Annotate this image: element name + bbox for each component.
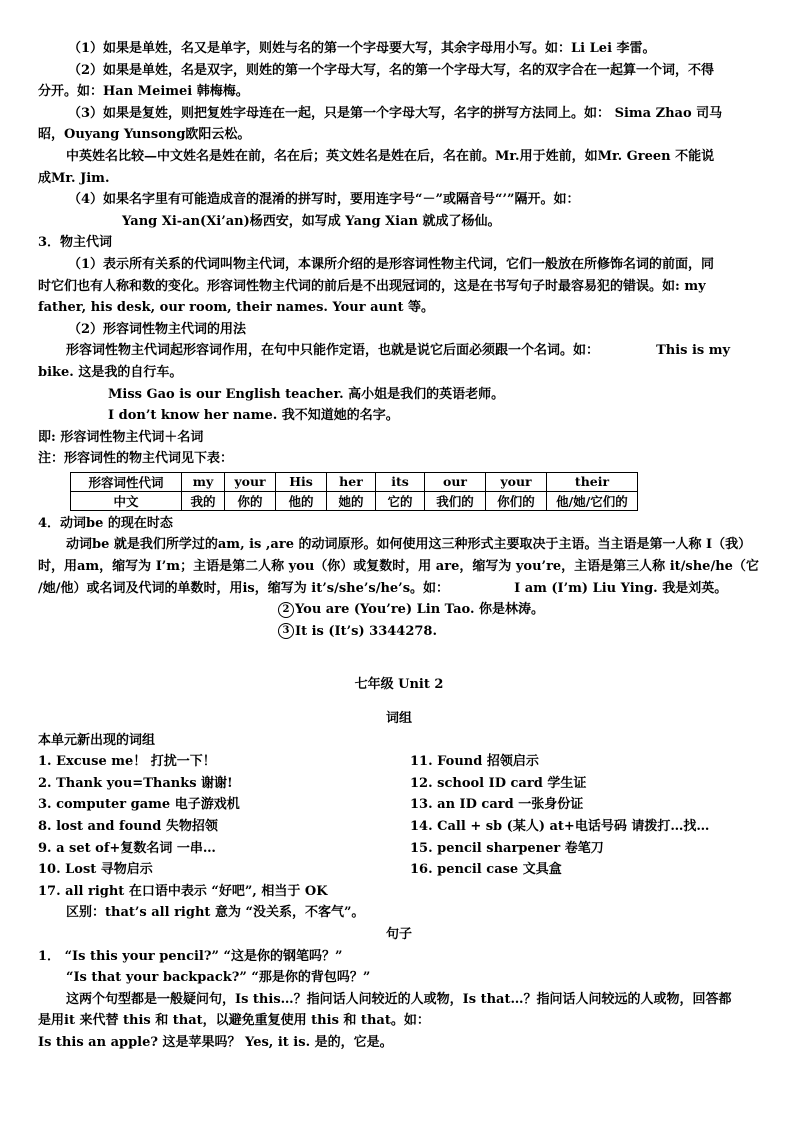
names-rule-4: （4）如果名字里有可能造成音的混淆的拼写时，要用连字号“－”或隔音号“’”隔开。如： xyxy=(68,192,580,208)
table-cell: your xyxy=(486,472,547,491)
sentence-explanation: 这两个句型都是一般疑问句，Is this…？指问话人问较近的人或物，Is that…？指问话人问较远的人或物，回答都 xyxy=(66,991,732,1007)
list-item: 9. a set of+复数名词 一串… xyxy=(38,840,216,856)
table-cell: His xyxy=(276,472,327,491)
table-cell: her xyxy=(327,472,376,491)
pronouns-para-1-cont: 时它们也有人称和数的变化。形容词性物主代词的前后是不出现冠词的，这是在书写句子时最容易犯的错误。如: my xyxy=(38,278,706,294)
table-cell: our xyxy=(425,472,486,491)
names-rule-1: （1）如果是单姓，名又是单字，则姓与名的第一个字母要大写，其余字母用小写。如：Li Lei 李雷。 xyxy=(68,41,656,56)
table-cell: 他的 xyxy=(276,491,327,510)
pronouns-para-1-end: father, his desk, our room, their names. Your aunt 等。 xyxy=(38,300,434,316)
section-heading-sentences: 句子 xyxy=(385,926,412,942)
pronouns-usage-heading: （2）形容词性物主代词的用法 xyxy=(68,321,247,337)
sentence-1b: “Is that your backpack?” “那是你的背包吗？” xyxy=(66,970,371,986)
list-item: 15. pencil sharpener 卷笔刀 xyxy=(410,840,604,856)
section-heading-words: 词组 xyxy=(385,711,412,727)
list-item: 1. Excuse me！ 打扰一下！ xyxy=(38,754,216,770)
table-cell: 他/她/它们的 xyxy=(547,491,638,510)
be-verb-para-2: 时，用am，缩写为 I’m；主语是第二人称 you（你）或复数时，用 are，缩写为 you’re，主语是第三人称 it/she/he（它 xyxy=(38,559,759,575)
pronoun-table xyxy=(70,472,638,511)
list-item: 12. school ID card 学生证 xyxy=(410,775,587,791)
names-comparison-cont: 成Mr. Jim. xyxy=(38,170,110,186)
document-page xyxy=(38,38,760,1054)
circled-number-2: 2 xyxy=(278,602,294,618)
pronouns-example-1: Miss Gao is our English teacher. 高小姐是我们的英语老师。 xyxy=(108,386,505,402)
be-verb-example-3: It is (It’s) 3344278. xyxy=(295,623,437,639)
names-rule-3-cont: 昭，Ouyang Yunsong欧阳云松。 xyxy=(38,127,251,143)
unit-title: 七年级 Unit 2 xyxy=(354,677,444,693)
word-list-left xyxy=(38,751,410,881)
sentence-explanation-cont: 是用it 来代替 this 和 that，以避免重复使用 this 和 that。如： xyxy=(38,1013,430,1029)
pronouns-rule: 即: 形容词性物主代词＋名词 xyxy=(38,429,204,445)
sentence-1: 1． “Is this your pencil?” “这是你的钢笔吗？” xyxy=(38,948,343,964)
table-cell: 它的 xyxy=(376,491,425,510)
names-rule-2-cont: 分开。如：Han Meimei 韩梅梅。 xyxy=(38,84,249,100)
be-verb-para-1: 动词be 就是我们所学过的am, is ,are 的动词原形。如何使用这三种形式主要取决于主语。当主语是第一人称 I（我） xyxy=(66,537,752,553)
list-item: 14. Call + sb (某人) at+电话号码 请拨打…找… xyxy=(410,819,710,834)
table-cell: 你们的 xyxy=(486,491,547,510)
table-cell: 我们的 xyxy=(425,491,486,510)
circled-number-3: 3 xyxy=(278,623,294,639)
be-verb-para-3 xyxy=(38,578,760,600)
pronouns-para-1: （1）表示所有关系的代词叫物主代词，本课所介绍的是形容词性物主代词，它们一般放在所修饰名词的前面，同 xyxy=(68,256,715,272)
list-item-17: 17. all right 在口语中表示 “好吧”, 相当于 OK xyxy=(38,883,328,899)
be-verb-example-2-line xyxy=(38,599,760,621)
be-verb-example-3-line xyxy=(38,621,760,643)
table-cell: its xyxy=(376,472,425,491)
list-item: 2. Thank you=Thanks 谢谢! xyxy=(38,775,233,791)
list-item: 8. lost and found 失物招领 xyxy=(38,819,218,834)
names-rule-3: （3）如果是复姓，则把复姓字母连在一起，只是第一个字母大写，名字的拼写方法同上。如： Sima Zhao 司马 xyxy=(68,105,723,121)
table-cell: my xyxy=(182,472,225,491)
names-rule-4-example: Yang Xi-an(Xi’an)杨西安，如写成 Yang Xian 就成了杨仙。 xyxy=(122,213,501,229)
table-cell: 形容词性代词 xyxy=(71,472,182,491)
list-item: 10. Lost 寻物启示 xyxy=(38,862,153,878)
pronoun-table-row-chinese xyxy=(71,491,638,510)
be-verb-example-1: I am (I’m) Liu Ying. 我是刘英。 xyxy=(514,580,728,596)
pronouns-heading: 3．物主代词 xyxy=(38,235,113,251)
pronouns-usage-example: bike. 这是我的自行车。 xyxy=(38,364,183,380)
be-verb-heading: 4．动词be 的现在时态 xyxy=(38,515,173,531)
be-verb-para-3-text: /她/他）或名词及代词的单数时，用is，缩写为 it’s/she’s/he’s。如： xyxy=(38,580,450,596)
list-item: 3. computer game 电子游戏机 xyxy=(38,797,240,813)
words-heading: 本单元新出现的词组 xyxy=(38,732,156,748)
list-item: 16. pencil case 文具盒 xyxy=(410,862,562,878)
table-cell: 我的 xyxy=(182,491,225,510)
names-rule-2: （2）如果是单姓，名是双字，则姓的第一个字母大写，名的第一个字母大写，名的双字合在一起算一个词，不得 xyxy=(68,62,715,78)
pronouns-example-2: I don’t know her name. 我不知道她的名字。 xyxy=(108,408,399,424)
names-comparison: 中英姓名比较—中文姓名是姓在前，名在后；英文姓名是姓在后，名在前。Mr.用于姓前，如Mr. Green 不能说 xyxy=(66,148,715,164)
pronouns-note: 注：形容词性的物主代词见下表： xyxy=(38,451,234,467)
sentence-example: Is this an apple? 这是苹果吗？ Yes, it is. 是的，它是。 xyxy=(38,1034,393,1050)
pronouns-usage-tail: This is my xyxy=(656,343,731,359)
pronoun-table-row-english xyxy=(71,472,638,491)
table-cell: your xyxy=(225,472,276,491)
table-cell: 你的 xyxy=(225,491,276,510)
table-cell: 她的 xyxy=(327,491,376,510)
word-list-right xyxy=(410,751,760,881)
pronouns-usage-line xyxy=(38,340,760,362)
table-cell: their xyxy=(547,472,638,491)
word-list xyxy=(38,751,760,881)
table-cell: 中文 xyxy=(71,491,182,510)
pronouns-usage-text: 形容词性物主代词起形容词作用，在句中只能作定语，也就是说它后面必须跟一个名词。如： xyxy=(66,343,600,359)
list-item: 13. an ID card 一张身份证 xyxy=(410,797,584,813)
list-item: 11. Found 招领启示 xyxy=(410,754,539,770)
list-item-17-note: 区别：that’s all right 意为 “没关系，不客气”。 xyxy=(66,905,365,921)
be-verb-example-2: You are (You’re) Lin Tao. 你是林涛。 xyxy=(295,602,545,618)
